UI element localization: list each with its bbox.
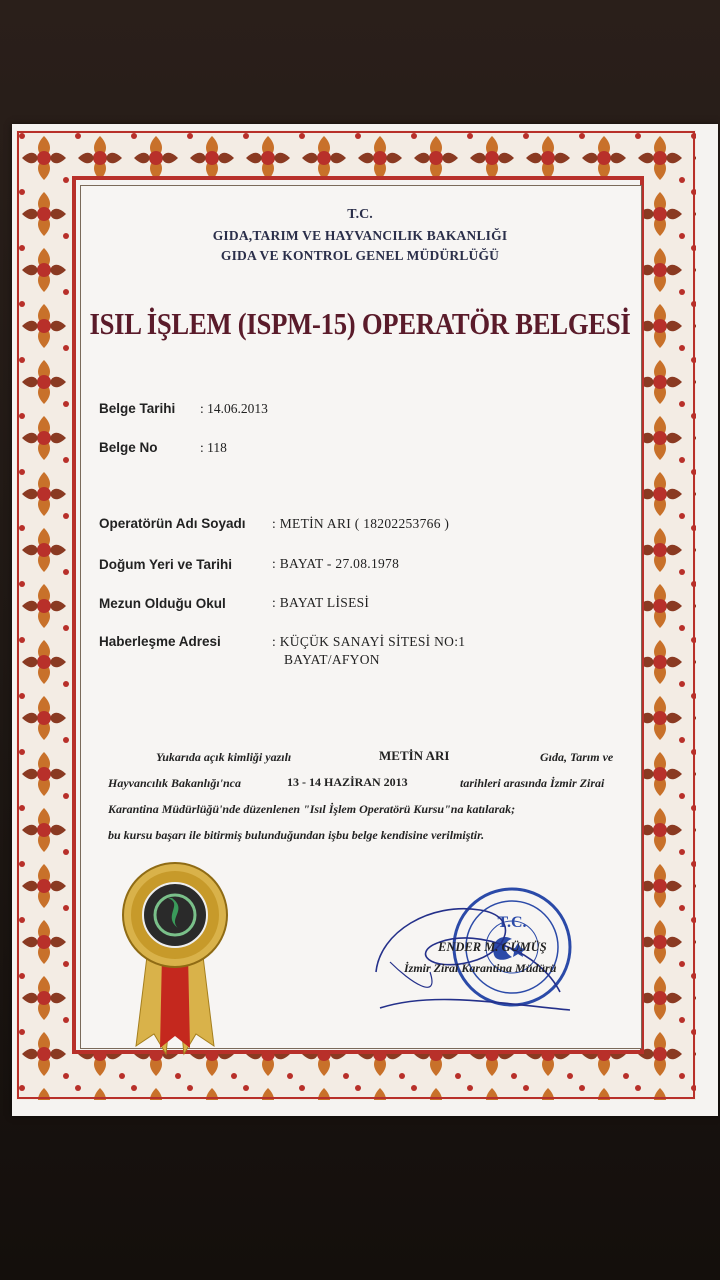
- statement-name: METİN ARI: [379, 748, 450, 763]
- gold-seal: [118, 858, 232, 1058]
- number-label: Belge No: [99, 440, 158, 455]
- date-value: : 14.06.2013: [200, 401, 268, 416]
- statement-line2a: Hayvancılık Bakanlığı'nca: [108, 776, 242, 790]
- header-ministry: GIDA,TARIM VE HAYVANCILIK BAKANLIĞI: [212, 228, 508, 243]
- header-tc: T.C.: [347, 207, 373, 222]
- birth-value: : BAYAT - 27.08.1978: [272, 556, 400, 571]
- signatory-name: ENDER M. GÜMÜŞ: [438, 940, 547, 954]
- address-value-line1: : KÜÇÜK SANAYİ SİTESİ NO:1: [272, 634, 466, 649]
- certificate-title: ISIL İŞLEM (ISPM-15) OPERATÖR BELGESİ: [89, 306, 631, 341]
- name-value: : METİN ARI ( 18202253766 ): [272, 516, 450, 531]
- name-label: Operatörün Adı Soyadı: [99, 516, 246, 531]
- signature: [370, 892, 580, 1022]
- statement-line2b: tarihleri arasında İzmir Zirai: [460, 776, 605, 790]
- address-value-line2: BAYAT/AFYON: [284, 652, 380, 667]
- stamp-center-text: T.C.: [497, 914, 527, 931]
- address-label: Haberleşme Adresi: [99, 634, 221, 649]
- header-directorate: GIDA VE KONTROL GENEL MÜDÜRLÜĞÜ: [220, 248, 500, 263]
- statement-line4: bu kursu başarı ile bitirmiş bulunduğundan işbu belge kendisine verilmiştir.: [108, 828, 485, 842]
- statement-line3: Karantina Müdürlüğü'nde düzenlenen "Isıl İşlem Operatörü Kursu"na katılarak;: [108, 802, 516, 816]
- birth-label: Doğum Yeri ve Tarihi: [99, 557, 233, 572]
- statement-line1a: Yukarıda açık kimliği yazılı: [156, 750, 292, 764]
- school-label: Mezun Olduğu Okul: [99, 596, 226, 611]
- signatory-title: İzmir Zirai Karantina Müdürü: [404, 961, 557, 975]
- date-label: Belge Tarihi: [99, 401, 176, 416]
- school-value: : BAYAT LİSESİ: [272, 595, 370, 610]
- statement-line1b: Gıda, Tarım ve: [540, 750, 614, 764]
- statement-dates: 13 - 14 HAZİRAN 2013: [287, 775, 408, 789]
- number-value: : 118: [200, 440, 227, 455]
